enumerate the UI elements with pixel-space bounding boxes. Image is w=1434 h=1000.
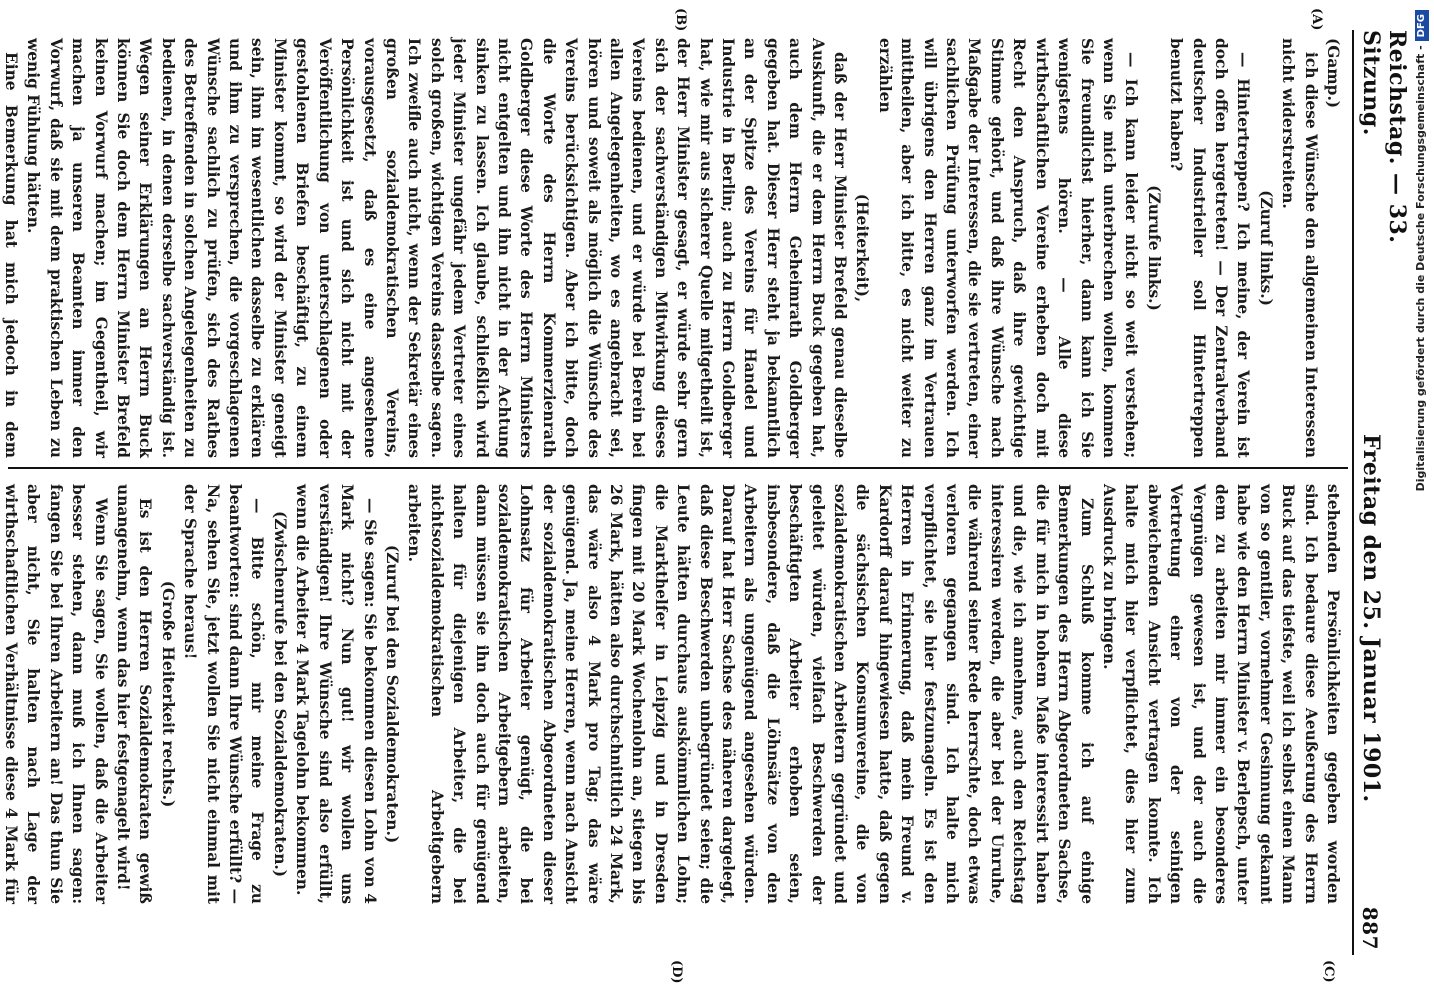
left-column-paragraph: — Hintertreppen? Ich meine, der Verein ist doch offen hergetreten! — Der Zentralverband deutscher Industrieller soll Hintertreppen benutzt haben?	[1167, 38, 1253, 458]
digitization-credit	[1410, 10, 1432, 990]
right-column-paragraph: Es ist den Herren Sozialdemokraten gewiß unangenehm, wenn das hier festgenagelt wird!	[114, 484, 155, 904]
margin-label-a: (A)	[1309, 8, 1324, 31]
header-page-number: 887	[1358, 906, 1382, 950]
right-column-paragraph: Zum Schluß komme ich auf einige Bemerkungen des Herrn Abgeordneten Sachse, die für mich in hohem Maße interessirt haben und die, wie ich annehme, auch den Reichstag interessiren werden, die aber bei der Unruhe, die während seiner Rede herrschte, doch etwas verloren gegangen sind. Ich halte mich verpflichtet, sie hier festzunageln. Es ist den Herren in Erinnerung, daß mein Freund v. Kardorff darauf hingewiesen hatte, daß gegen die sächsischen Konsumvereine, die von sozialdemokratischen Arbeitern gegründet und geleitet würden, vielfach Beschwerden der beschäftigten Arbeiter erhoben seien, insbesondere, daß die Löhnsätze von den Arbeitern als ungenügend angesehen würden. Darauf hat Herr Sachse des näheren dargelegt, daß diese Beschwerden unbegründet seien; die Leute hätten durchaus auskömmlichen Lohn; die Markthelfer in Leipzig und in Dresden fingen mit 20 Mark Wochenlohn an, stiegen bis 26 Mark, hätten also durchschnittlich 24 Mark, das wäre also 4 Mark pro Tag; das wäre genügend. Ja, meine Herren, wenn nach Ansicht der sozialdemokratischen Abgeordneten dieser Lohnsatz für Arbeiter genügt, die bei sozialdemokratischen Arbeitgebern arbeiten, dann müssen sie ihn doch auch für genügend halten für diejenigen Arbeiter, die bei nichtsozialdemokratischen Arbeitgebern arbeiten.	[405, 484, 1096, 904]
credit-text: Digitalisierung gefördert durch die Deutsche Forschungsgemeinschaft -	[1414, 45, 1427, 492]
left-column-paragraph: (Zuruf links.)	[1256, 190, 1275, 306]
right-column-paragraph: Wenn Sie sagen, Sie wollen, daß die Arbeiter besser stehen, dann muß ich Ihnen sagen: fangen Sie bei Ihren Arbeitern an! Das thun Sie aber nicht, Sie halten nach Lage der wirthschaftlichen Verhältnisse diese 4 Mark für	[2, 484, 110, 904]
dfg-logo: DFG	[1415, 10, 1429, 41]
right-column-paragraph: — Sie sagen: Sie bekommen diesen Lohn von 4 Mark nicht? Nun gut! wir wollen uns verständigen! Ihre Wünsche sind also erfüllt, wenn die Arbeiter 4 Mark Tagelohn bekommen.	[293, 484, 379, 904]
margin-label-c: (C)	[1321, 960, 1336, 983]
page-header	[1358, 30, 1410, 950]
right-column-paragraph: (Große Heiterkeit rechts.)	[158, 580, 177, 808]
left-column-paragraph: (Zurufe links.)	[1144, 185, 1163, 311]
header-rule	[1352, 30, 1354, 955]
right-column-paragraph: (Zuruf bei den Sozialdemokraten.)	[382, 544, 401, 844]
column-divider	[8, 467, 1348, 469]
left-column-paragraph: daß der Herr Minister Brefeld genau dieselbe Auskunft, die er dem Herrn Buck gegeben hat, auch dem Herrn Geheimrath Goldberger gegeben hat. Dieser Herr steht ja bekanntlich an der Spitze des Vereins für Handel und Industrie in Berlin; auch zu Herrn Goldberger hat, wie mir aus sicherer Quelle mitgetheilt ist, der Herr Minister gesagt, er würde sehr gern sich der sachverständigen Mitwirkung dieses Vereins bedienen, und er würde bei Berein bei allen Angelegenheiten, wo es angebracht sei, hören und soweit als möglich die Wünsche des Vereins berücksichtigen. Aber ich bitte, doch die Worte des Herrn Kommerzienrath Goldberger diese Worte des Herrn Ministers nicht entgelten und ihn nicht in der Achtung sinken zu lassen. Ich glaube, schließlich wird jeder Minister ungefähr jedem Vertreter eines solch großen, wichtigen Vereins dasselbe sagen. Ich zweifle auch nicht, wenn der Sekretär eines großen sozialdemokratischen Vereins, vorausgesetzt, daß es eine angesehene Persönlichkeit ist und sich nicht mit der Veröffentlichung von unterschlagenen oder gestohlenen Briefen beschäftigt, zu einem Minister kommt, so wird der Minister geneigt sein, ihm im wesentlichen dasselbe zu erklären und ihm zu versprechen, die vorgeschlagenen Wünsche sachlich zu prüfen, sich des Rathes des Betreffenden in solchen Angelegenheiten zu bedienen, in denen derselbe sachverständig ist. Wegen seiner Erklärungen an Herrn Buck können Sie doch dem Herrn Minister Brefeld keinen Vorwurf machen; im Gegentheil, wir machen ja unseren Beamten immer den Vorwurf, daß sie mit dem praktischen Leben zu wenig Fühlung hätten.	[24, 38, 850, 458]
left-text-column	[2, 38, 1344, 458]
right-text-column	[2, 484, 1344, 904]
left-column-paragraph: — Ich kann leider nicht so weit verstehen; wenn Sie mich unterbrechen wollen, kommen Sie freundlichst hierher, dann kann ich Sie wenigstens hören. — Alle diese wirthschaftlichen Vereine erheben doch mit Recht den Anspruch, daß ihre gewichtige Stimme gehört, und daß ihre Wünsche nach Maßgabe der Interessen, die sie vertreten, einer sachlichen Prüfung unterworfen werden. Ich will übrigens den Herren ganz im Vertrauen mittheilen, aber ich bitte, es nicht weiter zu erzählen	[875, 38, 1141, 458]
margin-label-b: (B)	[673, 8, 688, 32]
header-date: Freitag den 25. Januar 1901.	[1358, 434, 1384, 803]
right-column-paragraph: — Bitte schön, mir meine Frage zu beantworten: sind dann Ihre Wünsche erfüllt? — Na, sehen Sie, jetzt wollen Sie nicht einmal mit der Sprache heraus!	[181, 484, 267, 904]
left-column-paragraph: ich diese Wünsche den allgemeinen Interessen nicht widerstreiten.	[1279, 38, 1320, 458]
left-column-paragraph: (Heiterkeit),	[853, 193, 872, 303]
right-column-paragraph: stehenden Persönlichkeiten gegeben worden sind. Ich bedaure diese Aeußerung des Herrn Buck auf das tiefste, weil ich selbst einen Mann von so gentiler, vornehmer Gesinnung gekannt habe wie den Herrn Minister v. Berlepsch, unter dem zu arbeiten mir immer ein besonderes Vergnügen gewesen ist, und der auch die Vertretung einer von der seinigen abweichenden Ansicht vertragen konnte. Ich halte mich hier verpflichtet, dies hier zum Ausdruck zu bringen.	[1099, 484, 1342, 904]
left-column-paragraph: Eine Bemerkung hat mich jedoch in dem	[2, 52, 21, 458]
header-session: Reichstag. — 33. Sitzung.	[1358, 30, 1410, 244]
margin-label-d: (D)	[669, 960, 684, 984]
left-column-paragraph: (Gamp.)	[1324, 38, 1342, 109]
right-column-paragraph: (Zwischenrufe bei den Sozialdemokraten.)	[270, 510, 289, 878]
